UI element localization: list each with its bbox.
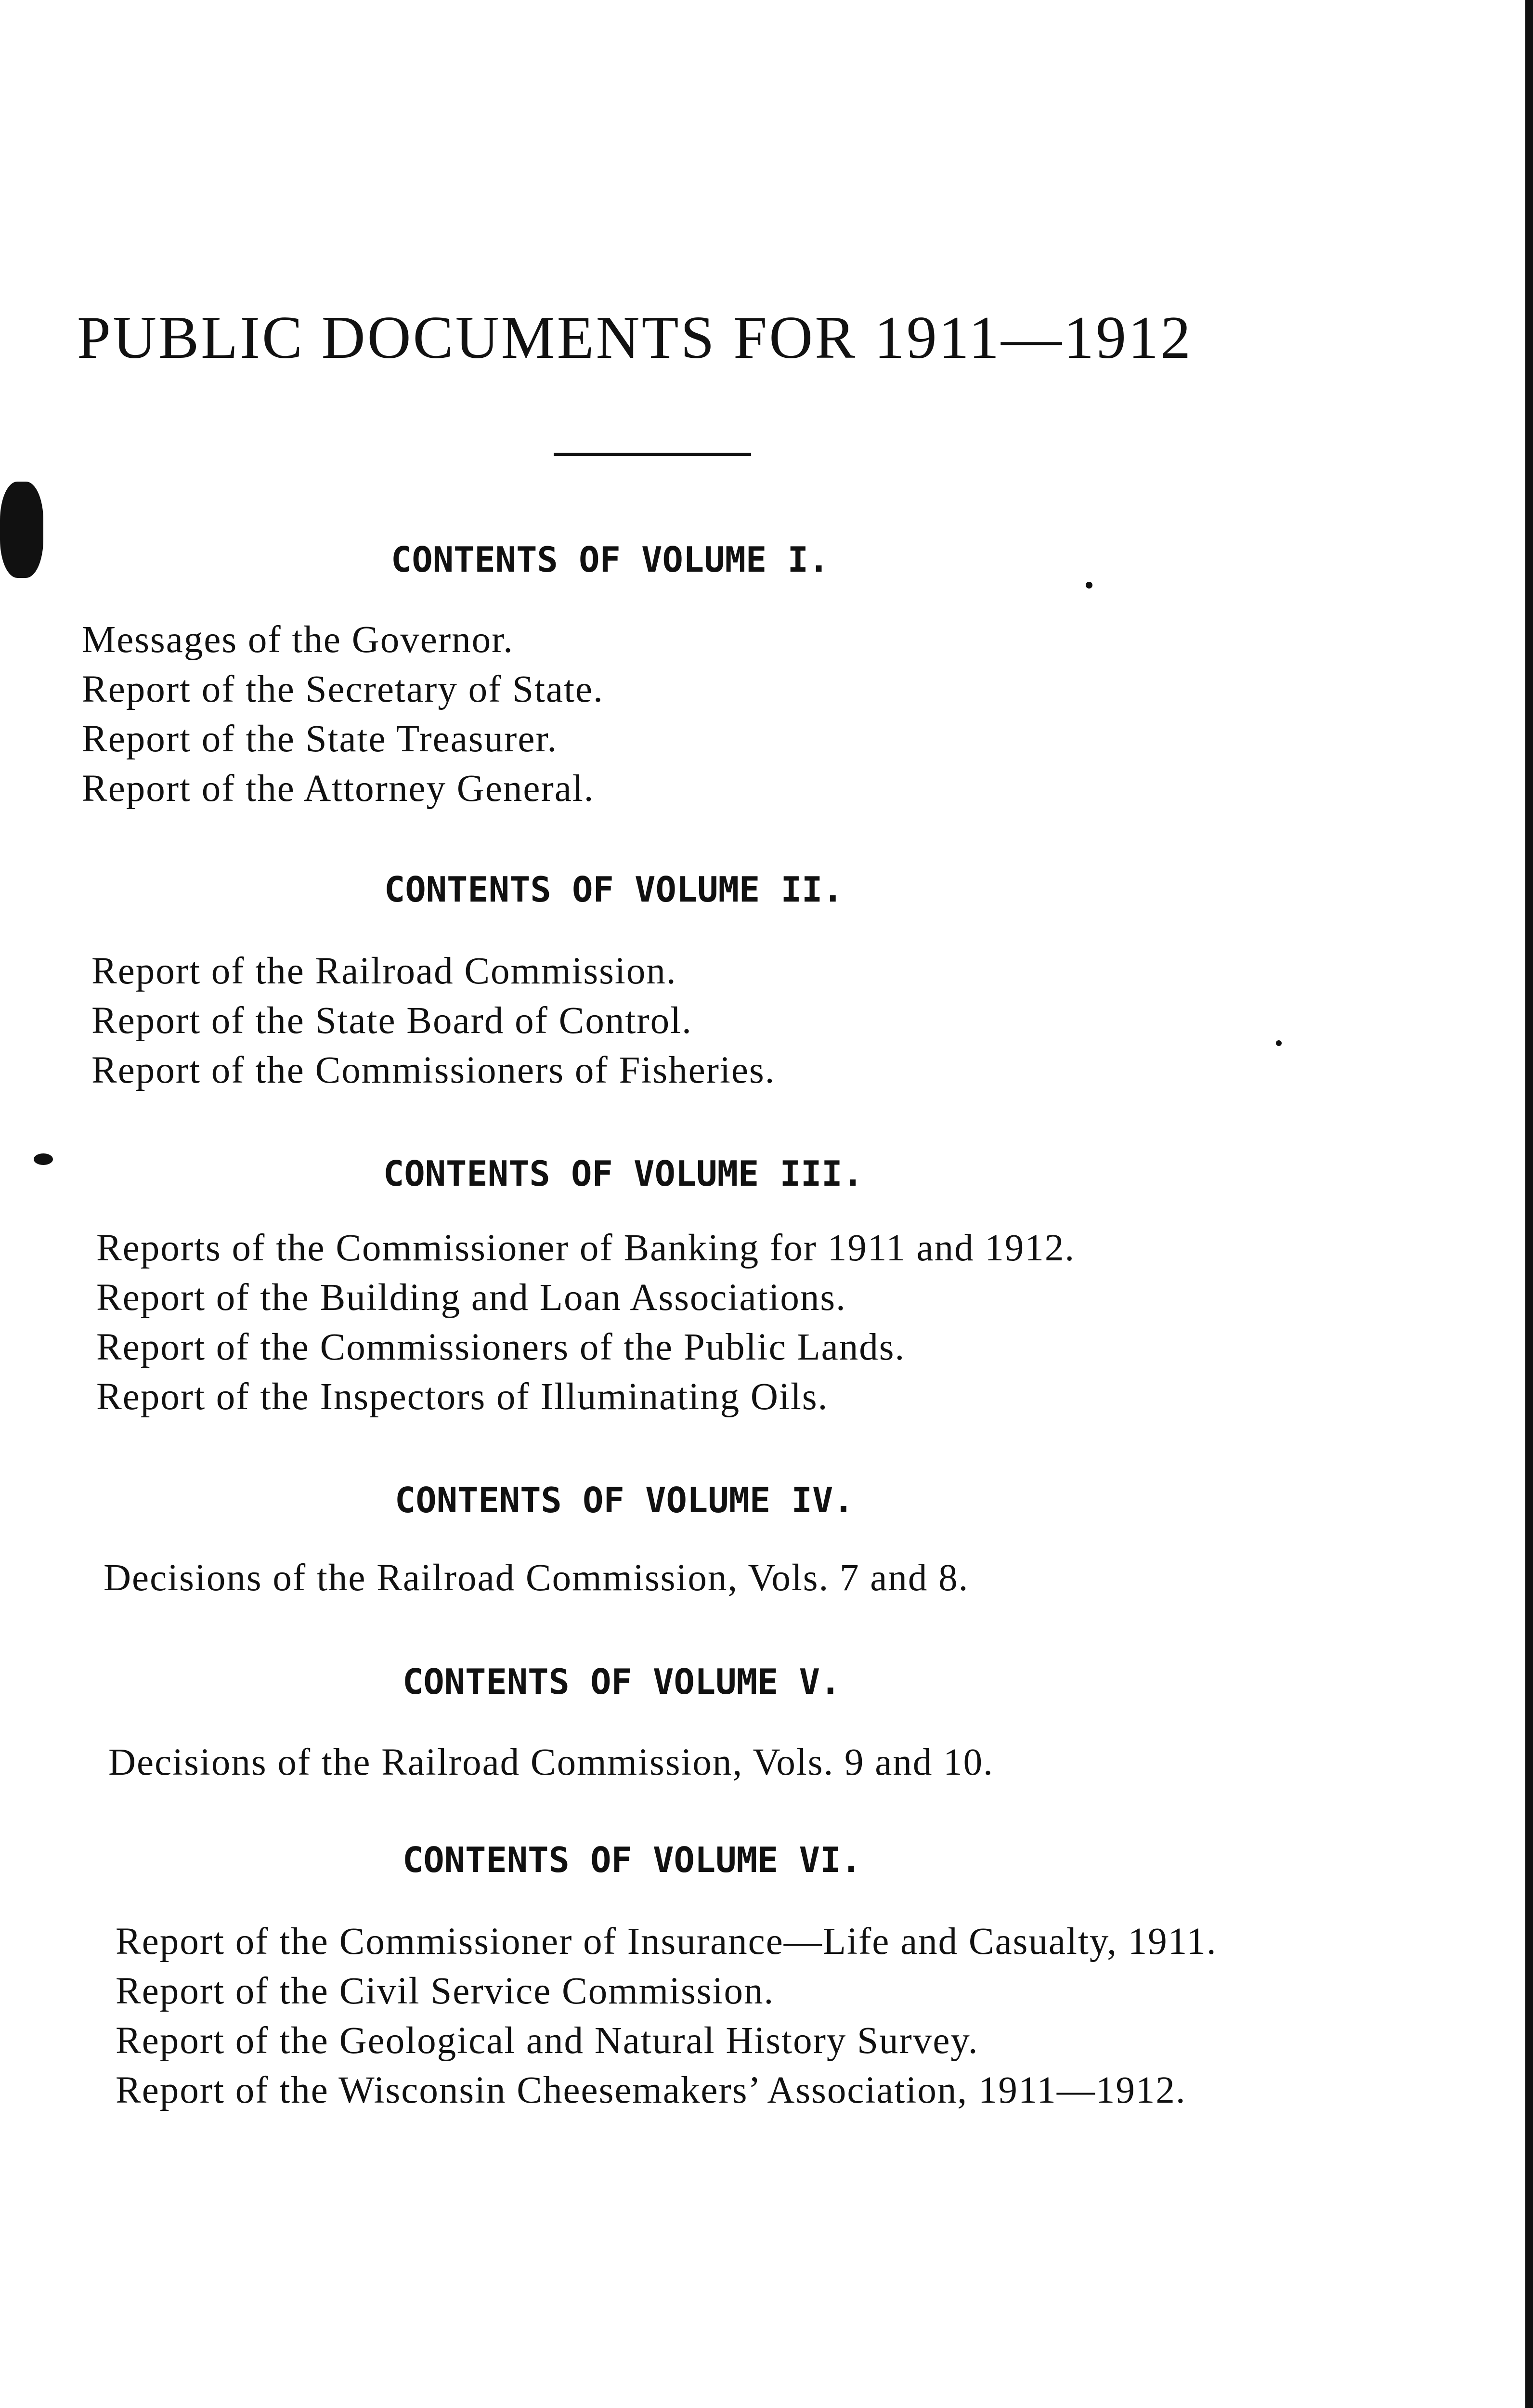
volume-2-list bbox=[91, 946, 776, 1095]
scan-speck bbox=[1086, 582, 1092, 589]
volume-4-heading: CONTENTS OF VOLUME IV. bbox=[395, 1480, 854, 1520]
list-item: Report of the Building and Loan Associations. bbox=[96, 1277, 846, 1319]
list-item: Report of the State Treasurer. bbox=[82, 718, 558, 760]
list-item: Report of the Wisconsin Cheesemakers’ Association, 1911—1912. bbox=[116, 2069, 1186, 2111]
list-item: Report of the Railroad Commission. bbox=[91, 950, 677, 992]
volume-4-list bbox=[104, 1553, 969, 1603]
volume-3-heading: CONTENTS OF VOLUME III. bbox=[383, 1153, 863, 1194]
scan-speck bbox=[34, 1153, 53, 1165]
volume-1-heading: CONTENTS OF VOLUME I. bbox=[391, 539, 830, 580]
volume-2-heading: CONTENTS OF VOLUME II. bbox=[384, 869, 844, 910]
list-item: Report of the Attorney General. bbox=[82, 768, 595, 810]
list-item: Messages of the Governor. bbox=[82, 619, 514, 661]
page-title: PUBLIC DOCUMENTS FOR 1911—1912 bbox=[77, 304, 1193, 371]
list-item: Report of the Commissioner of Insurance—Life and Casualty, 1911. bbox=[116, 1921, 1217, 1963]
list-item: Report of the Commissioners of the Public Lands. bbox=[96, 1326, 906, 1368]
list-item: Report of the Inspectors of Illuminating Oils. bbox=[96, 1376, 829, 1418]
list-item: Reports of the Commissioner of Banking for 1911 and 1912. bbox=[96, 1227, 1076, 1269]
list-item: Report of the Civil Service Commission. bbox=[116, 1970, 775, 2012]
list-item: Report of the Secretary of State. bbox=[82, 668, 604, 710]
volume-1-list bbox=[82, 615, 604, 813]
list-item: Decisions of the Railroad Commission, Vols. 9 and 10. bbox=[108, 1741, 994, 1783]
list-item: Report of the Geological and Natural History Survey. bbox=[116, 2020, 979, 2062]
list-item: Report of the State Board of Control. bbox=[91, 1000, 692, 1042]
list-item: Decisions of the Railroad Commission, Vols. 7 and 8. bbox=[104, 1557, 969, 1599]
volume-5-heading: CONTENTS OF VOLUME V. bbox=[403, 1662, 841, 1702]
volume-5-list bbox=[108, 1738, 994, 1787]
scan-speck bbox=[0, 482, 43, 578]
volume-6-list bbox=[116, 1917, 1281, 2115]
volume-3-list bbox=[96, 1223, 1075, 1422]
scan-speck bbox=[1276, 1040, 1282, 1046]
title-rule bbox=[554, 453, 751, 456]
volume-6-heading: CONTENTS OF VOLUME VI. bbox=[403, 1840, 862, 1880]
scan-edge-shadow bbox=[1525, 0, 1533, 2408]
list-item: Report of the Commissioners of Fisheries. bbox=[91, 1049, 776, 1091]
